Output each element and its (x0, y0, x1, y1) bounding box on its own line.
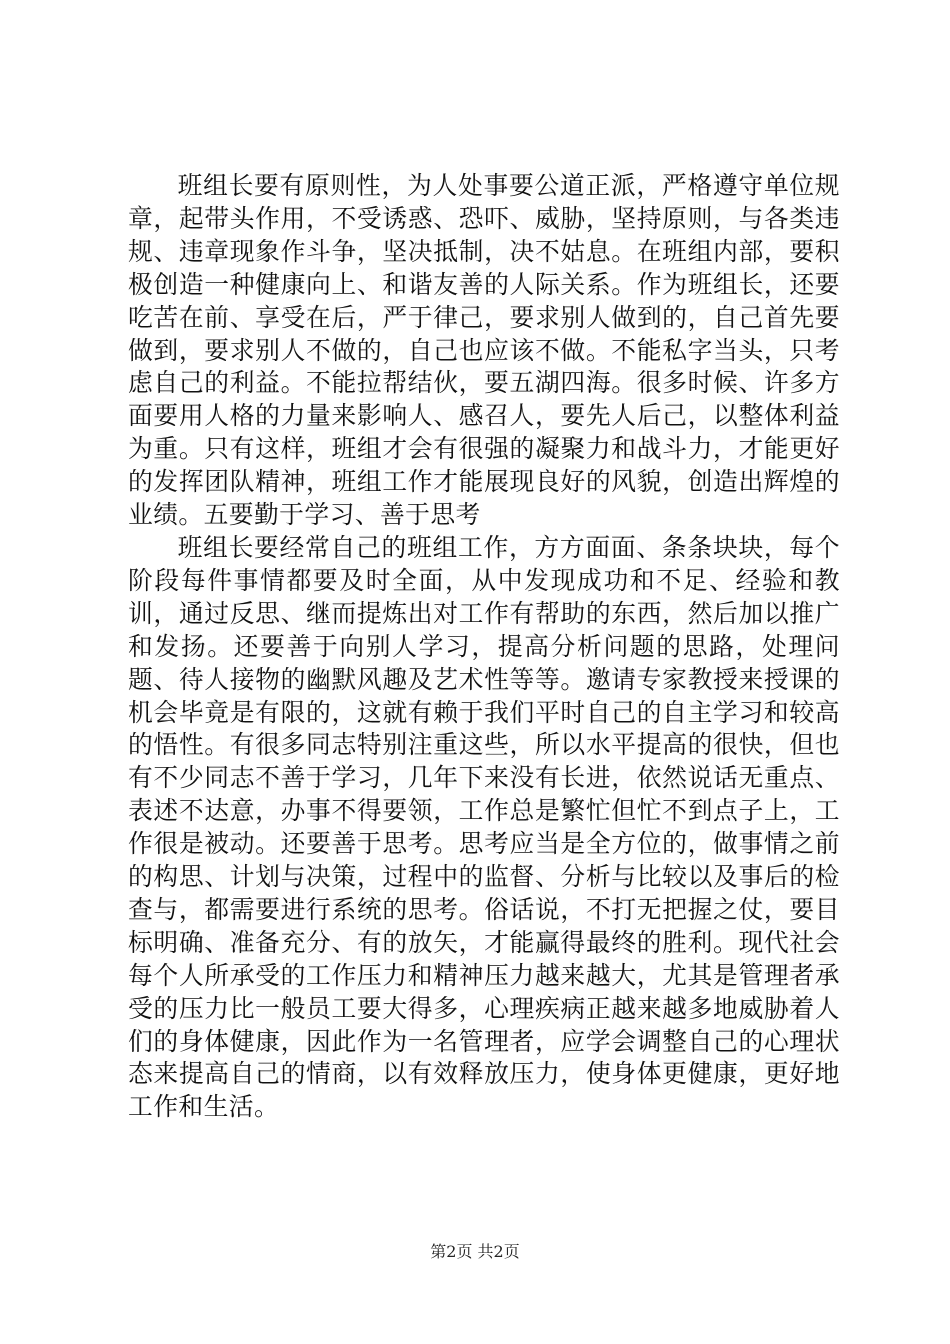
paragraph-learning: 班组长要经常自己的班组工作，方方面面、条条块块，每个阶段每件事情都要及时全面，从中发现成功和不足、经验和教训，通过反思、继而提炼出对工作有帮助的东西，然后加以推广和发扬。还要善于向别人学习，提高分析问题的思路，处理问题、待人接物的幽默风趣及艺术性等等。邀请专家教授来授课的机会毕竟是有限的，这就有赖于我们平时自己的自主学习和较高的悟性。有很多同志特别注重这些，所以水平提高的很快，但也有不少同志不善于学习，几年下来没有长进，依然说话无重点、表述不达意，办事不得要领，工作总是繁忙但忙不到点子上，工作很是被动。还要善于思考。思考应当是全方位的，做事情之前的构思、计划与决策，过程中的监督、分析与比较以及事后的检查与，都需要进行系统的思考。俗话说，不打无把握之仗，要目标明确、准备充分、有的放矢，才能赢得最终的胜利。现代社会每个人所承受的工作压力和精神压力越来越大，尤其是管理者承受的压力比一般员工要大得多，心理疾病正越来越多地威胁着人们的身体健康，因此作为一名管理者，应学会调整自己的心理状态来提高自己的情商，以有效释放压力，使身体更健康，更好地工作和生活。 (128, 532, 840, 1122)
document-body (128, 170, 840, 1124)
page-number-footer: 第2页 共2页 (430, 1242, 520, 1261)
paragraph-principles: 班组长要有原则性，为人处事要公道正派，严格遵守单位规章，起带头作用，不受诱惑、恐吓、威胁，坚持原则，与各类违规、违章现象作斗争，坚决抵制，决不姑息。在班组内部，要积极创造一种健康向上、和谐友善的人际关系。作为班组长，还要吃苦在前、享受在后，严于律己，要求别人做到的，自己首先要做到，要求别人不做的，自己也应该不做。不能私字当头，只考虑自己的利益。不能拉帮结伙，要五湖四海。很多时候、许多方面要用人格的力量来影响人、感召人，要先人后己，以整体利益为重。只有这样，班组才会有很强的凝聚力和战斗力，才能更好的发挥团队精神，班组工作才能展现良好的风貌，创造出辉煌的业绩。五要勤于学习、善于思考 (128, 171, 840, 530)
